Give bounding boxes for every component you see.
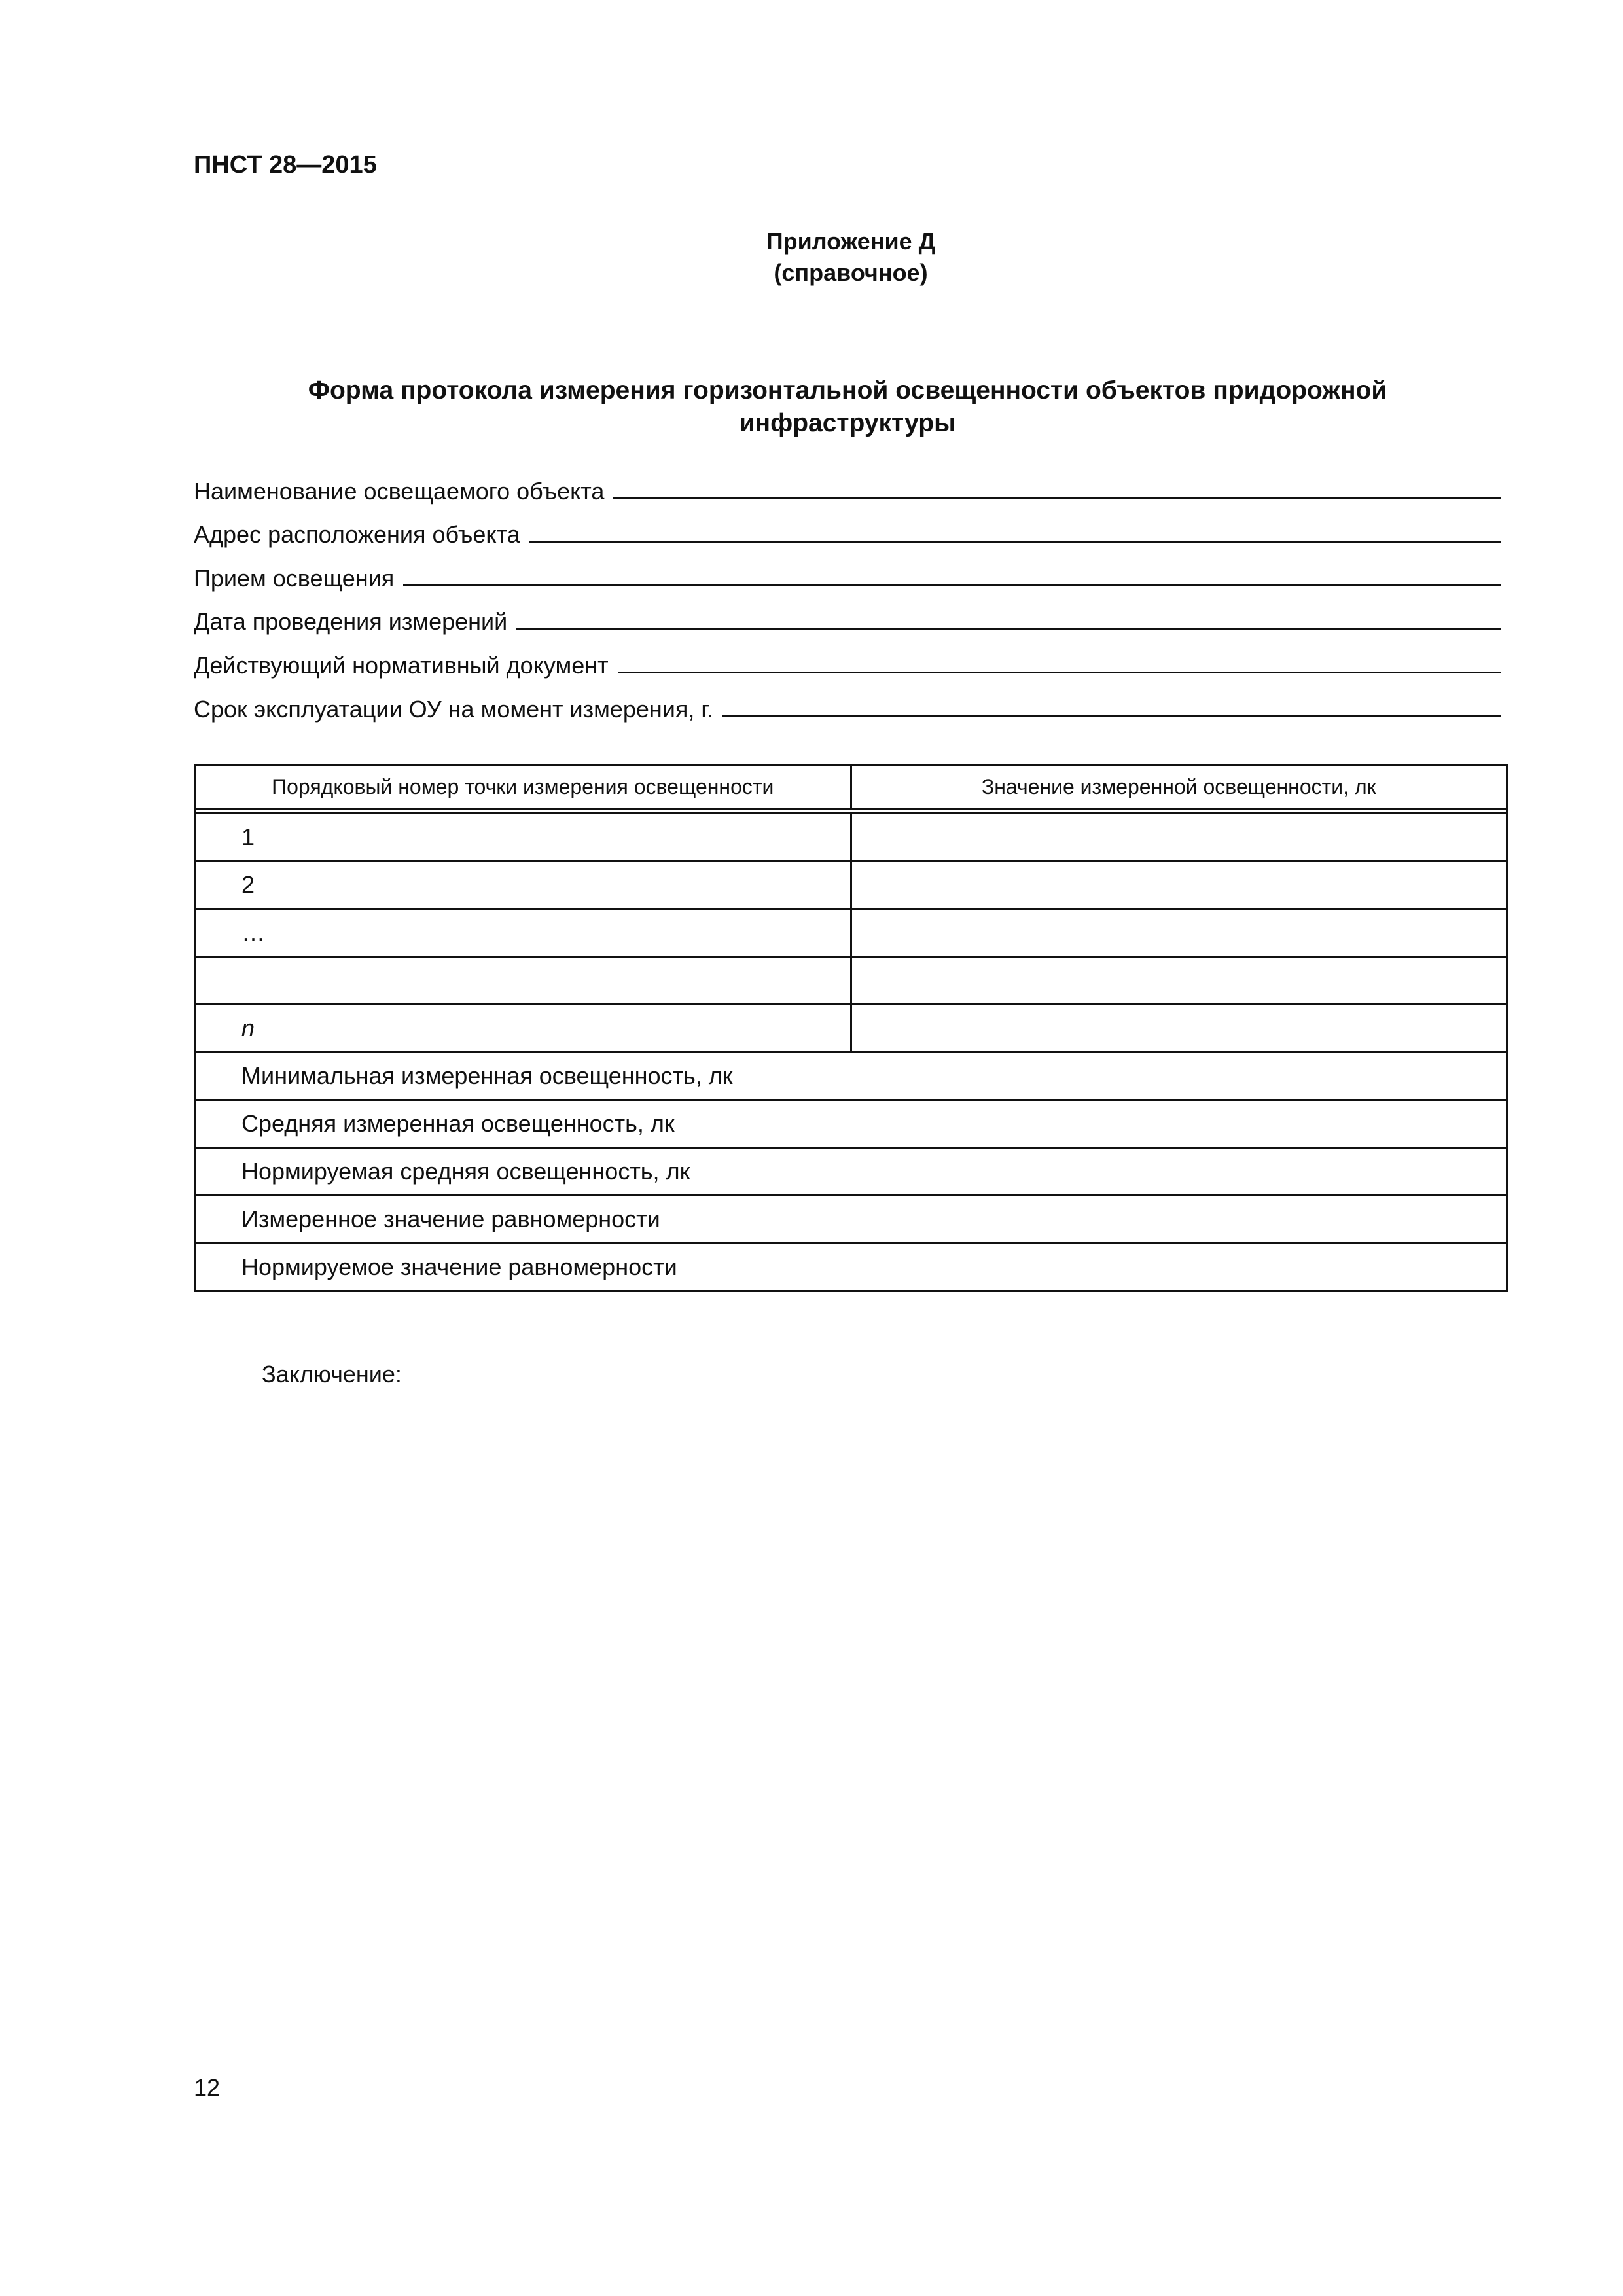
table-row bbox=[195, 861, 1507, 909]
field-lighting-method bbox=[194, 549, 1501, 593]
field-object-name bbox=[194, 462, 1501, 506]
field-label: Прием освещения bbox=[194, 564, 395, 592]
field-service-life bbox=[194, 680, 1501, 724]
appendix-heading bbox=[759, 226, 942, 289]
field-object-address bbox=[194, 506, 1501, 550]
document-code: ПНСТ 28—2015 bbox=[194, 151, 377, 179]
table-row bbox=[195, 814, 1507, 861]
form-title-line-1: Форма протокола измерения горизонтальной освещенности объектов придорожной bbox=[308, 376, 1387, 404]
header-double-rule bbox=[195, 809, 1507, 814]
point-number-cell: n bbox=[195, 1005, 851, 1052]
field-label: Наименование освещаемого объекта bbox=[194, 477, 605, 505]
form-title bbox=[194, 374, 1501, 440]
appendix-subtitle: (справочное) bbox=[774, 259, 928, 286]
fill-in-line[interactable] bbox=[722, 696, 1501, 717]
form-title-line-2: инфраструктуры bbox=[739, 409, 956, 437]
fill-in-line[interactable] bbox=[403, 565, 1501, 586]
table-row bbox=[195, 1005, 1507, 1052]
summary-norm-avg-illuminance: Нормируемая средняя освещенность, лк bbox=[195, 1148, 1507, 1196]
fill-in-line[interactable] bbox=[618, 652, 1501, 673]
summary-row bbox=[195, 1100, 1507, 1148]
table-row bbox=[195, 957, 1507, 1005]
column-header-measured-value: Значение измеренной освещенности, лк bbox=[851, 765, 1507, 809]
table-row bbox=[195, 909, 1507, 957]
field-measurement-date bbox=[194, 593, 1501, 637]
point-number-cell bbox=[195, 957, 851, 1005]
field-label: Дата проведения измерений bbox=[194, 608, 508, 636]
field-label: Срок эксплуатации ОУ на момент измерения, г. bbox=[194, 695, 714, 723]
form-fields bbox=[194, 462, 1501, 724]
measured-value-cell[interactable] bbox=[851, 814, 1507, 861]
table-header-row bbox=[195, 765, 1507, 809]
appendix-title: Приложение Д bbox=[766, 228, 936, 255]
measured-value-cell[interactable] bbox=[851, 1005, 1507, 1052]
conclusion-label: Заключение: bbox=[262, 1361, 402, 1388]
summary-row bbox=[195, 1052, 1507, 1100]
fill-in-line[interactable] bbox=[613, 478, 1501, 499]
point-number-cell: 2 bbox=[195, 861, 851, 909]
measured-value-cell[interactable] bbox=[851, 957, 1507, 1005]
field-label: Действующий нормативный документ bbox=[194, 651, 609, 679]
measured-value-cell[interactable] bbox=[851, 861, 1507, 909]
column-header-point-number: Порядковый номер точки измерения освещенности bbox=[195, 765, 851, 809]
summary-avg-illuminance: Средняя измеренная освещенность, лк bbox=[195, 1100, 1507, 1148]
page-number: 12 bbox=[194, 2074, 221, 2101]
measured-value-cell[interactable] bbox=[851, 909, 1507, 957]
fill-in-line[interactable] bbox=[516, 608, 1501, 630]
point-number-cell: 1 bbox=[195, 814, 851, 861]
summary-min-illuminance: Минимальная измеренная освещенность, лк bbox=[195, 1052, 1507, 1100]
point-number-cell: … bbox=[195, 909, 851, 957]
field-normative-document bbox=[194, 636, 1501, 680]
summary-row bbox=[195, 1196, 1507, 1244]
field-label: Адрес расположения объекта bbox=[194, 521, 520, 548]
summary-row bbox=[195, 1148, 1507, 1196]
summary-norm-uniformity: Нормируемое значение равномерности bbox=[195, 1244, 1507, 1291]
summary-measured-uniformity: Измеренное значение равномерности bbox=[195, 1196, 1507, 1244]
fill-in-line[interactable] bbox=[529, 521, 1501, 543]
measurement-table bbox=[194, 764, 1508, 1292]
summary-row bbox=[195, 1244, 1507, 1291]
header-separator bbox=[195, 809, 1507, 814]
